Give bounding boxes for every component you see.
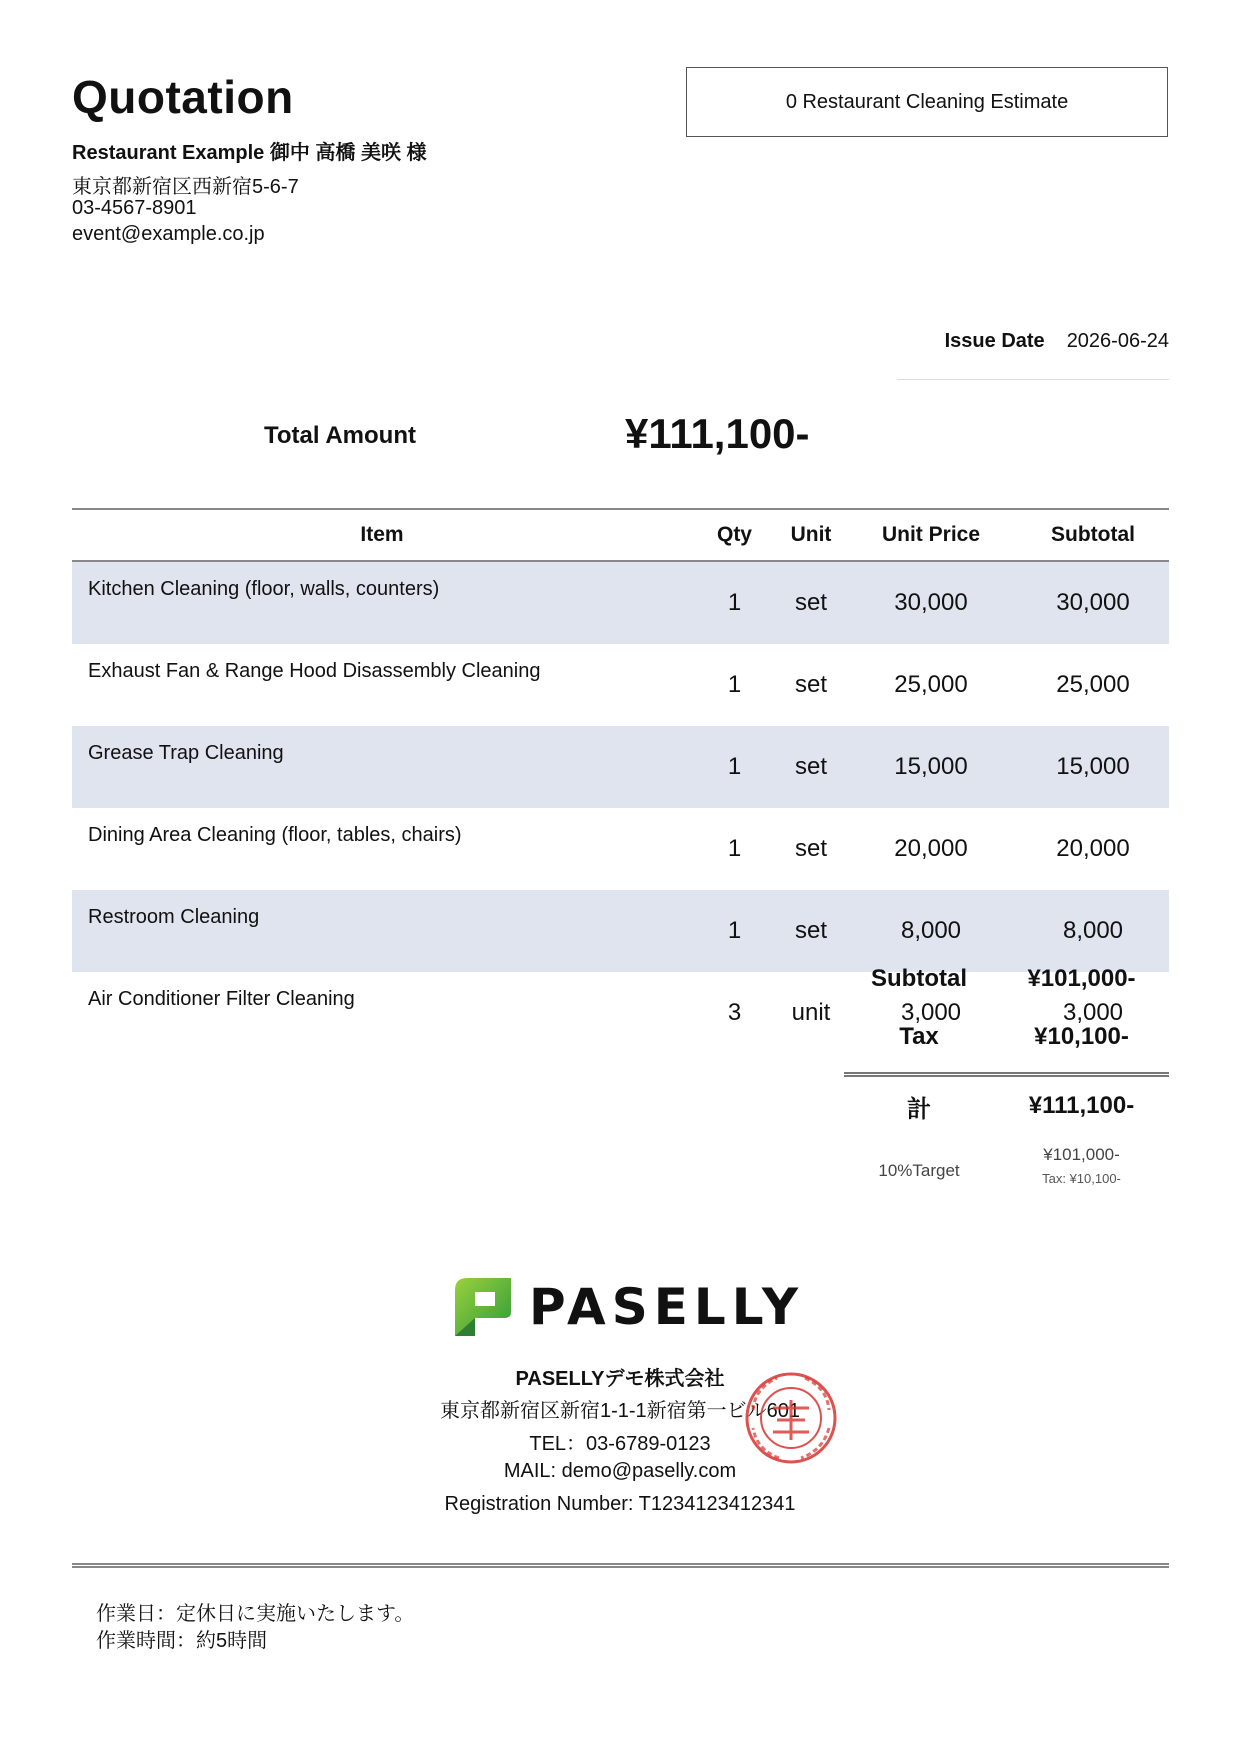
header-subtotal: Subtotal: [1017, 509, 1169, 561]
row-unit: set: [777, 561, 845, 644]
issue-date-value: 2026-06-24: [1066, 330, 1169, 352]
row-subtotal: 25,000: [1056, 671, 1130, 698]
table-row: [72, 808, 1169, 890]
subject-box: [686, 67, 1168, 137]
row-qty: 3: [727, 999, 742, 1026]
row-unit: set: [794, 835, 827, 862]
total-amount-value: ¥111,100-: [625, 410, 810, 457]
tax-rate-label: 10%Target: [878, 1161, 960, 1180]
table-header-row: [72, 509, 1169, 561]
row-price: 3,000: [900, 999, 962, 1026]
issue-date-label: Issue Date: [944, 330, 1045, 352]
subject-text: 0 Restaurant Cleaning Estimate: [785, 90, 1069, 113]
tax-value: ¥10,100-: [1034, 1023, 1129, 1050]
subtotal-label: Subtotal: [871, 965, 967, 992]
client-name: Restaurant Example 御中 高橋 美咲 様: [72, 142, 427, 164]
tax-rate-base: ¥101,000-: [1043, 1145, 1120, 1164]
row-subtotal: 20,000: [1056, 835, 1130, 862]
row-item: Grease Trap Cleaning: [72, 726, 692, 808]
tax-row: [844, 1008, 1169, 1066]
table-row: [72, 561, 1169, 644]
grand-total-row: [844, 1077, 1169, 1135]
company-address: 東京都新宿区新宿1-1-1新宿第一ビル601: [439, 1400, 801, 1422]
tax-rate-values: [994, 1145, 1169, 1186]
header-qty: Qty: [692, 509, 777, 561]
company-logo: [455, 1278, 804, 1336]
grand-total-value: ¥111,100-: [1028, 1092, 1135, 1119]
logo-wordmark: PASELLY: [529, 1278, 805, 1336]
header-unit-price: Unit Price: [845, 509, 1017, 561]
tax-label: Tax: [899, 1023, 939, 1050]
company-seal-icon: [743, 1370, 839, 1466]
logo-mark-icon: [455, 1278, 511, 1336]
row-subtotal: 30,000: [1017, 561, 1169, 644]
issue-date-block: [897, 330, 1169, 380]
note-line: 作業時間：約5時間: [96, 1630, 268, 1652]
row-item: Air Conditioner Filter Cleaning: [88, 988, 355, 1010]
row-item: Dining Area Cleaning (floor, tables, chairs): [88, 824, 462, 846]
row-item: Restroom Cleaning: [72, 890, 692, 972]
row-subtotal: 3,000: [1062, 999, 1124, 1026]
tax-breakdown: [844, 1145, 1169, 1186]
row-item: Kitchen Cleaning (floor, walls, counters): [72, 561, 692, 644]
company-mail: MAIL: demo@paselly.com: [503, 1460, 737, 1482]
row-price: 8,000: [845, 890, 1017, 972]
row-subtotal: 8,000: [1017, 890, 1169, 972]
row-unit: set: [777, 890, 845, 972]
document-title: Quotation: [72, 71, 294, 123]
row-qty: 1: [727, 671, 742, 698]
row-price: 30,000: [845, 561, 1017, 644]
tax-rate-tax: Tax: ¥10,100-: [1042, 1171, 1121, 1186]
table-row: [72, 644, 1169, 726]
row-item: Exhaust Fan & Range Hood Disassembly Cleaning: [88, 660, 541, 682]
subtotal-row: [844, 950, 1169, 1008]
note-line: 作業日：定休日に実施いたします。: [96, 1603, 415, 1625]
header-item: Item: [72, 509, 692, 561]
client-address: 東京都新宿区西新宿5-6-7: [72, 176, 299, 198]
subtotal-value: ¥101,000-: [1027, 965, 1136, 992]
row-unit: set: [777, 726, 845, 808]
company-registration: Registration Number: T1234123412341: [444, 1493, 796, 1515]
row-unit: set: [794, 671, 827, 698]
summary-block: [844, 950, 1169, 1186]
footer-divider: [72, 1563, 1169, 1568]
row-unit: unit: [791, 999, 831, 1026]
header-unit: Unit: [777, 509, 845, 561]
row-subtotal: 15,000: [1017, 726, 1169, 808]
grand-total-label: 計: [907, 1095, 931, 1123]
client-email: event@example.co.jp: [72, 223, 265, 245]
row-qty: 1: [692, 561, 777, 644]
total-amount-label: Total Amount: [264, 422, 416, 449]
row-qty: 1: [727, 835, 742, 862]
row-qty: 1: [692, 890, 777, 972]
row-price: 15,000: [845, 726, 1017, 808]
client-phone: 03-4567-8901: [72, 197, 197, 219]
table-row: [72, 726, 1169, 808]
company-tel: TEL：03-6789-0123: [529, 1433, 711, 1455]
company-name: PASELLYデモ株式会社: [515, 1368, 725, 1390]
row-price: 20,000: [894, 835, 968, 862]
row-qty: 1: [692, 726, 777, 808]
row-price: 25,000: [894, 671, 968, 698]
